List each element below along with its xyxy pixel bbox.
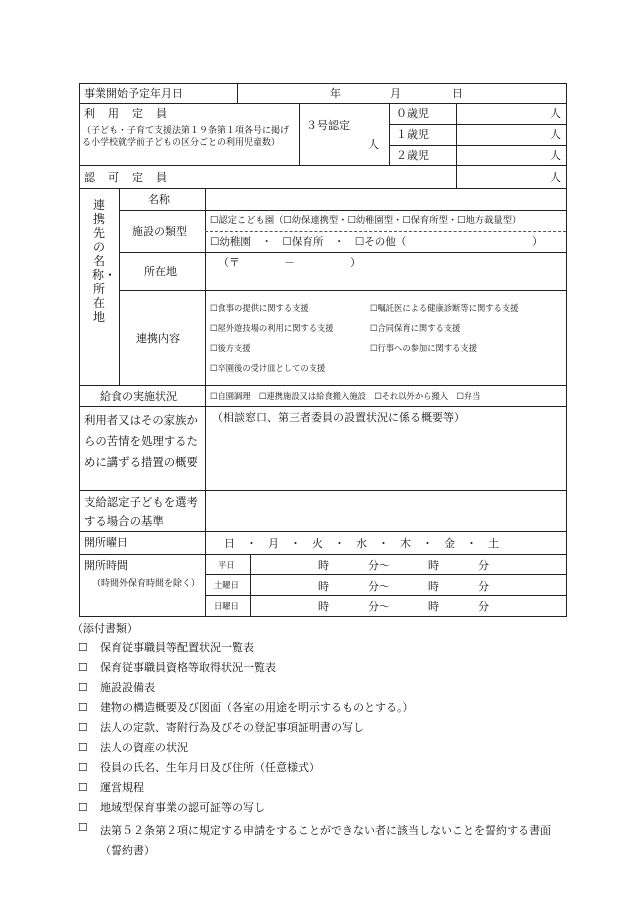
attachment-item: 法人の定款、寄附行為及びその登記事項証明書の写し [100,721,364,734]
hours-row-label: 土曜日 [214,580,239,590]
meals-value: ☐自園調理 ☐連携施設又は給食搬入施設 ☐それ以外から搬入 ☐弁当 [210,391,481,401]
attachment-item: 法人の資産の状況 [100,741,188,754]
address-label: 所在地 [144,265,177,278]
capacity-note: （子ども・子育て支援法第１９条第１項各号に掲げる小学校就学前子どもの区分ごとの利用児童数） [82,126,290,148]
attachment-item: 保育従事職員等配置状況一覧表 [100,641,254,654]
content-item: ☐屋外遊技場の利用に関する支援 [210,323,334,333]
open-days-value: 日 ・ 月 ・ 火 ・ 水 ・ 木 ・ 金 ・ 土 [224,537,499,550]
content-item: ☐卒園後の受け皿としての支援 [210,363,326,373]
complaints-value: （相談窓口、第三者委員の設置状況に係る概要等） [212,411,465,424]
minute-unit: 分〜 [368,600,390,613]
content-item: ☐後方支援 [210,343,251,353]
hour-unit: 時 [428,559,439,572]
hours-row-label: 日曜日 [214,601,239,611]
attachment-item: 施設設備表 [100,681,155,694]
checkbox-icon: ☐ [78,801,88,814]
start-date-label: 事業開始予定年月日 [84,87,183,100]
capacity-label: 利 用 定 員 [84,107,168,120]
open-days-label: 開所曜日 [84,536,128,549]
hours-note: （時間外保育時間を除く） [92,579,201,589]
selection-label: 支給認定子どもを選考する場合の基準 [84,495,198,528]
attachment-item: 地域型保育事業の認可証等の写し [100,801,265,814]
facility-type-label: 施設の類型 [132,225,187,238]
meals-label: 給食の実施状況 [100,390,177,403]
hour-unit: 時 [318,559,329,572]
attachment-item: 法第５２条第２項に規定する申請をすることができない者に該当しないことを誓約する書面（誓約書） [100,824,551,857]
minute-unit: 分 [478,559,489,572]
minute-unit: 分 [478,580,489,593]
hour-unit: 時 [318,580,329,593]
checkbox-icon: ☐ [78,701,88,714]
checkbox-icon: ☐ [78,641,88,654]
cert3-label: ３号認定 [306,119,350,132]
content-item: ☐嘱託医による健康診断等に関する支援 [370,303,519,313]
start-date-day: 日 [452,87,463,100]
attachment-item: 運営規程 [100,781,144,794]
age2-label: ２歳児 [396,149,429,162]
hours-row-label: 平日 [218,560,235,570]
hours-label: 開所時間 [84,559,128,572]
minute-unit: 分〜 [368,580,390,593]
complaints-label: 利用者又はその家族からの苦情を処理するために講ずる措置の概要 [84,413,198,469]
start-date-month: 月 [390,87,401,100]
age0-label: ０歳児 [396,107,429,120]
start-date-year: 年 [330,87,341,100]
address-value: （〒 － ） [218,256,361,269]
checkbox-icon: ☐ [78,761,88,774]
checkbox-icon: ☐ [78,821,88,834]
attachment-item: 建物の構造概要及び図面（各室の用途を明示するものとする。） [100,701,414,714]
partner-name-label: 名称 [148,193,170,206]
content-item: ☐食事の提供に関する支援 [210,303,309,313]
authorized-unit: 人 [550,171,561,184]
minute-unit: 分 [478,600,489,613]
content-item: ☐行事への参加に関する支援 [370,343,478,353]
checkbox-icon: ☐ [78,741,88,754]
facility-type-row1: ☐認定こども園（☐幼保連携型・☐幼稚園型・☐保育所型・☐地方裁量型） [210,215,522,226]
hour-unit: 時 [428,600,439,613]
content-label: 連携内容 [136,332,180,345]
cert3-person-unit: 人 [368,138,379,151]
authorized-label: 認 可 定 員 [84,171,168,184]
age0-unit: 人 [550,107,561,120]
hour-unit: 時 [318,600,329,613]
age1-unit: 人 [550,128,561,141]
content-item: ☐合同保育に関する支援 [370,323,461,333]
attachment-item: 保育従事職員資格等取得状況一覧表 [100,661,276,674]
attachment-item: 役員の氏名、生年月日及び住所（任意様式） [100,761,320,774]
checkbox-icon: ☐ [78,781,88,794]
age1-label: １歳児 [396,128,429,141]
partner-vertical-label: 連携先の名称・所在地 [92,198,117,324]
facility-type-row2: ☐幼稚園 ・ ☐保育所 ・ ☐その他（ ） [210,236,543,248]
checkbox-icon: ☐ [78,661,88,674]
minute-unit: 分〜 [368,559,390,572]
age2-unit: 人 [550,149,561,162]
checkbox-icon: ☐ [78,721,88,734]
hour-unit: 時 [428,580,439,593]
checkbox-icon: ☐ [78,681,88,694]
attachments-heading: （添付書類） [72,622,138,635]
